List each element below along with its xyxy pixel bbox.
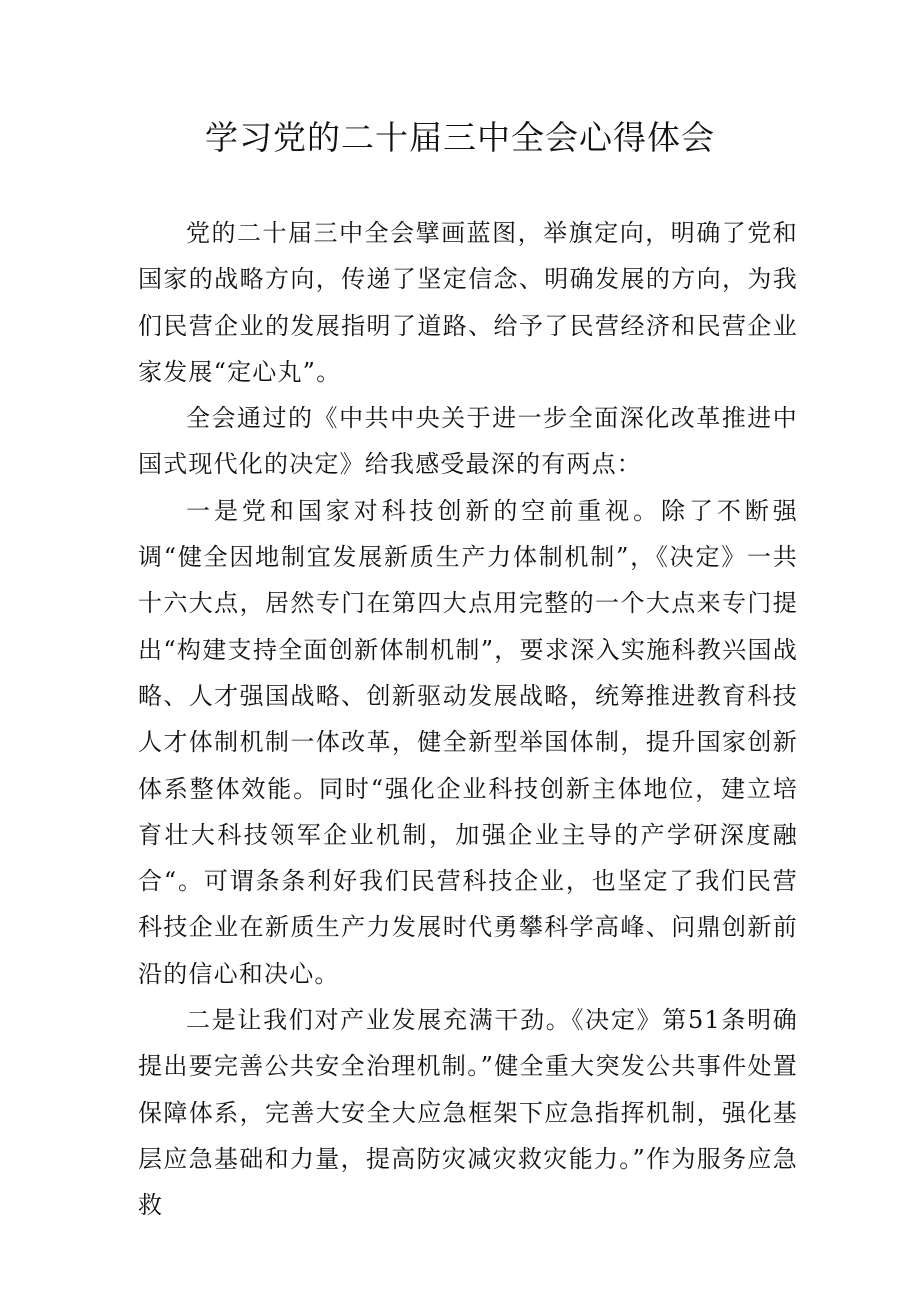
- document-title: 学习党的二十届三中全会心得体会: [205, 118, 715, 157]
- paragraph-4: 二是让我们对产业发展充满干劲。《决定》第51条明确提出要完善公共安全治理机制。”健全重大突发公共事件处置保障体系，完善大安全大应急框架下应急指挥机制，强化基层应急基础和力量，提高防灾减灾救灾能力。”作为服务应急救: [138, 1006, 798, 1220]
- paragraph-1: 党的二十届三中全会擘画蓝图，举旗定向，明确了党和国家的战略方向，传递了坚定信念、明确发展的方向，为我们民营企业的发展指明了道路、给予了民营经济和民营企业家发展“定心丸”。: [138, 219, 798, 386]
- document-body: [138, 210, 798, 1229]
- paragraph-3: 一是党和国家对科技创新的空前重视。除了不断强调“健全因地制宜发展新质生产力体制机制”，《决定》一共十六大点，居然专门在第四大点用完整的一个大点来专门提出“构建支持全面创新体制机制”，要求深入实施科教兴国战略、人才强国战略、创新驱动发展战略，统筹推进教育科技人才体制机制一体改革，健全新型举国体制，提升国家创新体系整体效能。同时“强化企业科技创新主体地位，建立培育壮大科技领军企业机制，加强企业主导的产学研深度融合“。可谓条条利好我们民营科技企业，也坚定了我们民营科技企业在新质生产力发展时代勇攀科学高峰、问鼎创新前沿的信心和决心。: [138, 496, 798, 988]
- paragraph-2: 全会通过的《中共中央关于进一步全面深化改革推进中国式现代化的决定》给我感受最深的有两点：: [138, 404, 798, 479]
